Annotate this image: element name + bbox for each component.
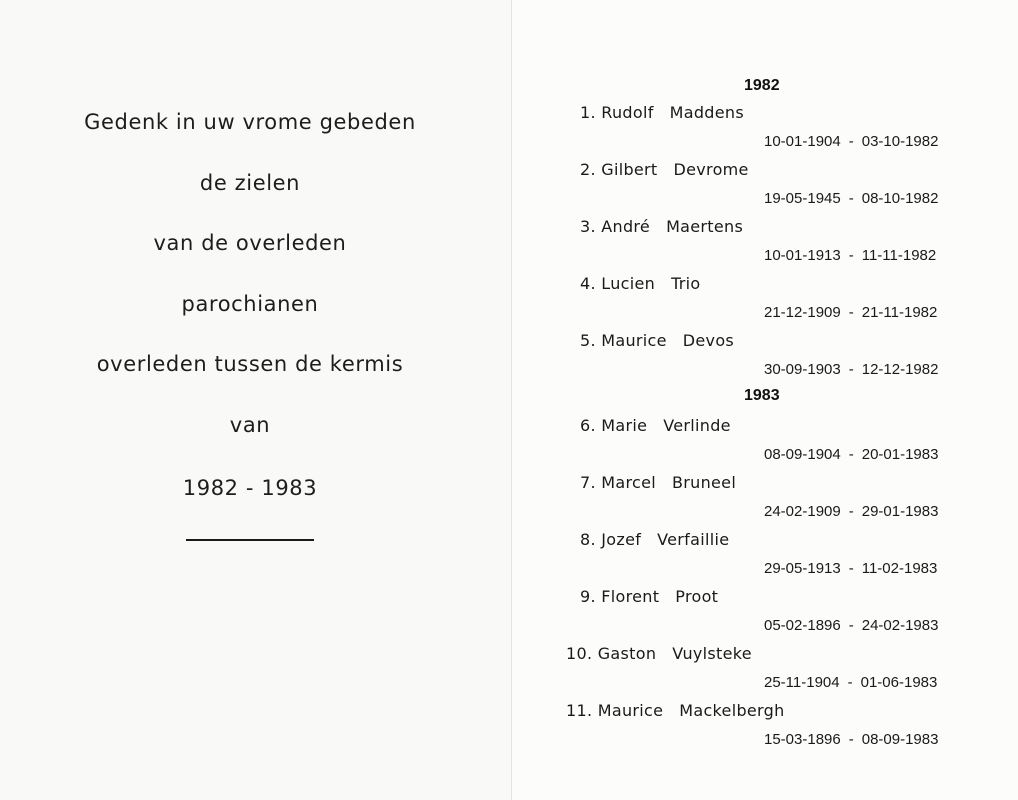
birth-date: 08-09-1904 [764, 446, 841, 463]
birth-date: 25-11-1904 [764, 674, 840, 691]
entry-last-name: Bruneel [672, 473, 737, 492]
year-heading-1983: 1983 [744, 387, 780, 404]
entry-number: 2. [580, 160, 602, 179]
entry-name-row [580, 103, 744, 122]
entry-number: 6. [580, 416, 602, 435]
entry-last-name: Maertens [666, 217, 744, 236]
entry-last-name: Proot [675, 587, 719, 606]
date-separator: - [848, 617, 854, 634]
death-date: 03-10-1982 [861, 133, 939, 150]
entry-first-name: Lucien [601, 274, 656, 293]
date-separator: - [848, 446, 854, 463]
entry-name-row [580, 160, 749, 179]
entry-dates [764, 617, 938, 634]
date-separator: - [848, 731, 854, 748]
divider-rule [186, 539, 314, 541]
birth-date: 05-02-1896 [764, 617, 841, 634]
entry-dates [764, 133, 938, 150]
entry-last-name: Verlinde [663, 416, 731, 435]
entry-name-row [580, 587, 718, 606]
entry-number: 5. [580, 331, 602, 350]
entry-dates [764, 560, 937, 577]
entry-name-row [580, 416, 731, 435]
entry-number: 11. [566, 701, 598, 720]
intro-line-6: van [229, 413, 271, 437]
entry-first-name: Marie [601, 416, 648, 435]
entry-name-row [580, 331, 734, 350]
entry-last-name: Trio [671, 274, 701, 293]
entry-first-name: Maurice [601, 331, 667, 350]
death-date: 21-11-1982 [861, 304, 938, 321]
birth-date: 30-09-1903 [764, 361, 841, 378]
entry-last-name: Vuylsteke [672, 644, 752, 663]
date-separator: - [848, 304, 854, 321]
entry-name-row [580, 473, 736, 492]
birth-date: 10-01-1904 [764, 133, 841, 150]
entry-first-name: Maurice [597, 701, 664, 720]
entry-first-name: André [601, 217, 651, 236]
right-page [512, 0, 1018, 800]
entry-last-name: Devos [682, 331, 735, 350]
date-separator: - [848, 247, 854, 264]
entry-first-name: Florent [601, 587, 660, 606]
intro-line-1: Gedenk in uw vrome gebeden [84, 110, 416, 134]
birth-date: 21-12-1909 [764, 304, 841, 321]
intro-year-range: 1982 - 1983 [182, 476, 318, 500]
entry-dates [764, 674, 937, 691]
entry-first-name: Gaston [597, 644, 657, 663]
year-heading-1982: 1982 [744, 77, 780, 94]
entry-last-name: Maddens [669, 103, 744, 122]
entry-number: 4. [580, 274, 602, 293]
entry-dates [764, 304, 937, 321]
death-date: 08-10-1982 [861, 190, 939, 207]
date-separator: - [848, 133, 854, 150]
entry-number: 7. [580, 473, 602, 492]
birth-date: 10-01-1913 [764, 247, 841, 264]
entry-last-name: Devrome [673, 160, 749, 179]
entry-first-name: Marcel [601, 473, 656, 492]
date-separator: - [848, 503, 854, 520]
entry-dates [764, 446, 938, 463]
death-date: 11-11-1982 [861, 247, 937, 264]
death-date: 24-02-1983 [861, 617, 939, 634]
intro-line-5: overleden tussen de kermis [96, 352, 404, 376]
entry-dates [764, 731, 938, 748]
entry-name-row [566, 701, 785, 720]
date-separator: - [848, 560, 854, 577]
intro-line-2: de zielen [199, 171, 301, 195]
entry-dates [764, 361, 938, 378]
intro-line-4: parochianen [181, 292, 319, 316]
intro-line-3: van de overleden [153, 231, 347, 255]
entry-number: 9. [580, 587, 602, 606]
entry-number: 3. [580, 217, 602, 236]
entry-name-row [580, 530, 729, 549]
date-separator: - [848, 361, 854, 378]
entry-last-name: Verfaillie [657, 530, 730, 549]
entry-name-row [580, 274, 701, 293]
birth-date: 24-02-1909 [764, 503, 841, 520]
death-date: 11-02-1983 [861, 560, 938, 577]
entry-dates [764, 247, 936, 264]
entry-first-name: Rudolf [601, 103, 654, 122]
birth-date: 29-05-1913 [764, 560, 841, 577]
entry-name-row [566, 644, 752, 663]
birth-date: 15-03-1896 [764, 731, 841, 748]
death-date: 29-01-1983 [861, 503, 939, 520]
entry-last-name: Mackelbergh [679, 701, 785, 720]
entry-number: 1. [580, 103, 602, 122]
death-date: 01-06-1983 [860, 674, 938, 691]
date-separator: - [847, 674, 853, 691]
death-date: 20-01-1983 [861, 446, 939, 463]
entry-first-name: Jozef [601, 530, 642, 549]
death-date: 12-12-1982 [861, 361, 939, 378]
date-separator: - [848, 190, 854, 207]
entry-number: 8. [580, 530, 602, 549]
entry-number: 10. [566, 644, 598, 663]
entry-name-row [580, 217, 743, 236]
entry-dates [764, 190, 938, 207]
death-date: 08-09-1983 [861, 731, 939, 748]
birth-date: 19-05-1945 [764, 190, 841, 207]
entry-dates [764, 503, 938, 520]
entry-first-name: Gilbert [601, 160, 658, 179]
